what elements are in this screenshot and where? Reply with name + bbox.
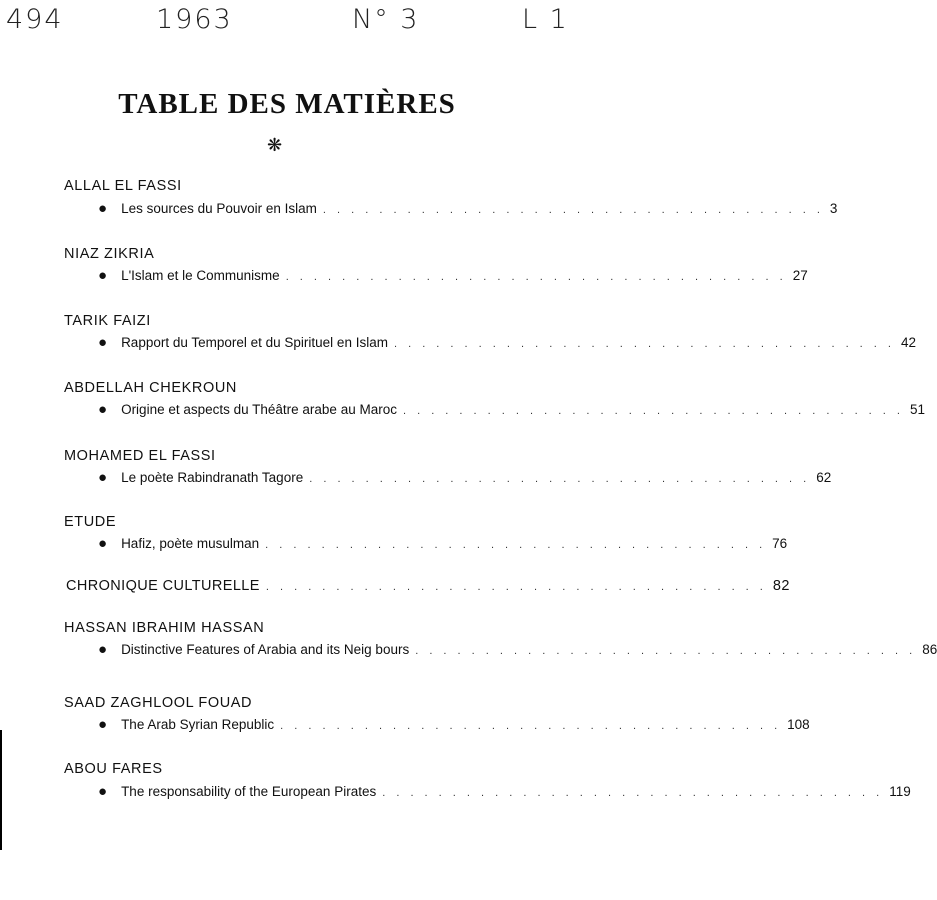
dot-leader: . . . . . . . . . . . . . . . . . . . . . . . . . . . . . . . . . . . . [265, 539, 767, 551]
toc-entry[interactable] [98, 267, 808, 287]
page-title: TABLE DES MATIÈRES [118, 88, 456, 120]
page-number: 3 [829, 201, 838, 216]
dot-leader: . . . . . . . . . . . . . . . . . . . . . . . . . . . . . . . . . . . . [393, 338, 895, 350]
entry-title: Les sources du Pouvoir en Islam [121, 201, 317, 216]
toc-entry[interactable] [98, 200, 838, 220]
author-name: ETUDE [64, 514, 117, 530]
bullet-icon: ● [98, 716, 108, 733]
entry-title: Origine et aspects du Théâtre arabe au Maroc [121, 402, 397, 417]
author-name: ABDELLAH CHEKROUN [64, 380, 237, 396]
page-number: 119 [889, 784, 911, 799]
entry-title: Hafiz, poète musulman [121, 536, 260, 551]
page-number: 42 [900, 335, 916, 350]
author-name: ALLAL EL FASSI [64, 178, 182, 194]
toc-entry[interactable] [98, 535, 788, 555]
entry-title: Distinctive Features of Arabia and its Neig bours [121, 642, 410, 657]
author-name: SAAD ZAGHLOOL FOUAD [64, 695, 253, 711]
toc-entry-chronique[interactable] [66, 578, 790, 594]
handwritten-number: N° 3 [352, 4, 420, 35]
toc-entry[interactable] [98, 641, 937, 661]
handwritten-reference: 494 [6, 4, 64, 35]
dot-leader: . . . . . . . . . . . . . . . . . . . . . . . . . . . . . . . . . . . . [265, 581, 767, 593]
bullet-icon: ● [98, 401, 108, 418]
entry-title: CHRONIQUE CULTURELLE [66, 578, 260, 594]
handwritten-mark: L 1 [522, 4, 569, 35]
bullet-icon: ● [98, 469, 108, 486]
page-number: 62 [816, 470, 832, 485]
dot-leader: . . . . . . . . . . . . . . . . . . . . . . . . . . . . . . . . . . . . [322, 204, 824, 216]
entry-title: The responsability of the European Pirates [121, 784, 377, 799]
toc-entry[interactable] [98, 401, 925, 421]
dot-leader: . . . . . . . . . . . . . . . . . . . . . . . . . . . . . . . . . . . . [382, 787, 884, 799]
page-number: 76 [772, 536, 788, 551]
toc-entry[interactable] [98, 716, 810, 736]
toc-entry[interactable] [98, 783, 911, 803]
dot-leader: . . . . . . . . . . . . . . . . . . . . . . . . . . . . . . . . . . . . [415, 645, 917, 657]
scan-edge-line [0, 730, 2, 850]
page-number: 108 [787, 717, 810, 732]
page-number: 51 [909, 402, 925, 417]
dot-leader: . . . . . . . . . . . . . . . . . . . . . . . . . . . . . . . . . . . . [402, 405, 904, 417]
bullet-icon: ● [98, 535, 108, 552]
author-name: HASSAN IBRAHIM HASSAN [64, 620, 265, 636]
page-number: 86 [922, 642, 937, 657]
entry-title: L'Islam et le Communisme [121, 268, 280, 283]
author-name: ABOU FARES [64, 761, 163, 777]
bullet-icon: ● [98, 641, 108, 658]
page-number: 82 [772, 578, 790, 594]
bullet-icon: ● [98, 200, 108, 217]
dot-leader: . . . . . . . . . . . . . . . . . . . . . . . . . . . . . . . . . . . . [309, 473, 811, 485]
entry-title: The Arab Syrian Republic [121, 717, 275, 732]
entry-title: Le poète Rabindranath Tagore [121, 470, 304, 485]
dot-leader: . . . . . . . . . . . . . . . . . . . . . . . . . . . . . . . . . . . . [280, 720, 782, 732]
bullet-icon: ● [98, 267, 108, 284]
handwritten-year: 1963 [156, 4, 233, 35]
page-number: 27 [792, 268, 808, 283]
author-name: NIAZ ZIKRIA [64, 246, 155, 262]
entry-title: Rapport du Temporel et du Spirituel en Islam [121, 335, 388, 350]
ornament-icon: ❋ [267, 135, 283, 156]
bullet-icon: ● [98, 334, 108, 351]
author-name: MOHAMED EL FASSI [64, 448, 216, 464]
author-name: TARIK FAIZI [64, 313, 151, 329]
toc-entry[interactable] [98, 334, 916, 354]
bullet-icon: ● [98, 783, 108, 800]
dot-leader: . . . . . . . . . . . . . . . . . . . . . . . . . . . . . . . . . . . . [285, 271, 787, 283]
toc-entry[interactable] [98, 469, 832, 489]
